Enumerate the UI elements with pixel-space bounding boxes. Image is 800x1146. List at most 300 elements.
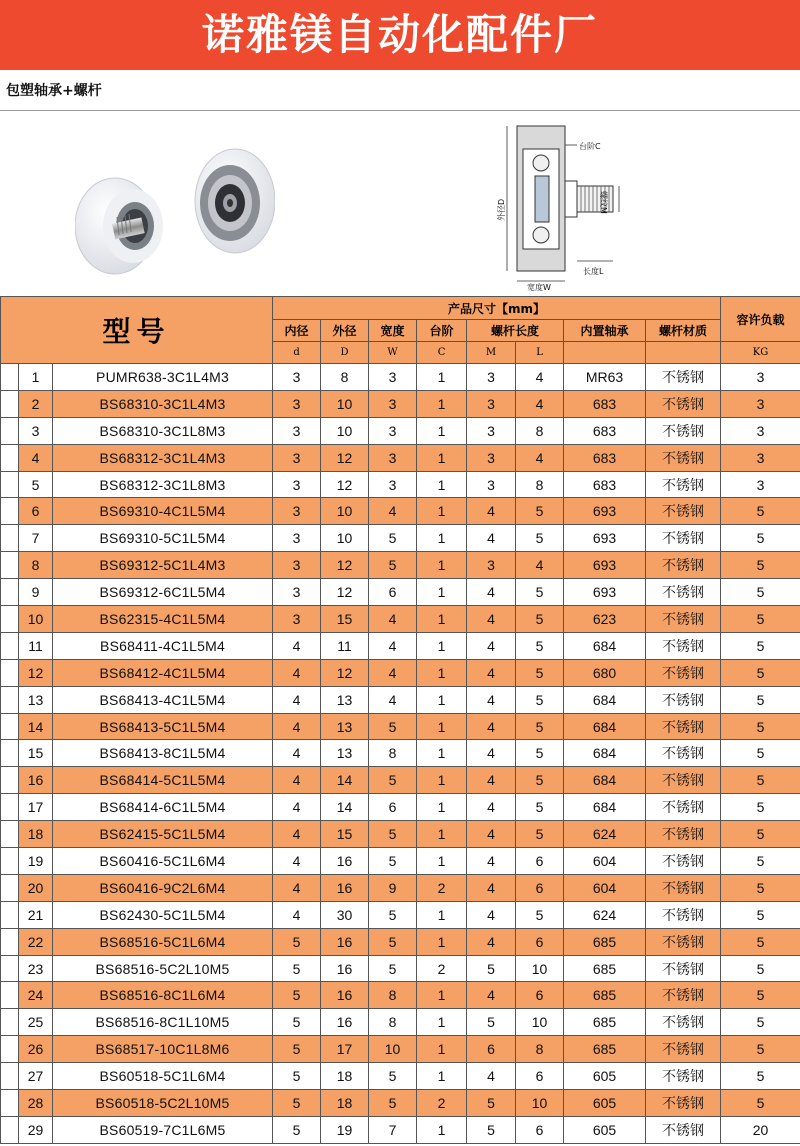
load-cell: 5 bbox=[721, 713, 800, 740]
row-gutter bbox=[1, 767, 19, 794]
table-row bbox=[1, 767, 800, 794]
width-cell: 4 bbox=[369, 632, 417, 659]
model-cell: BS68312-3C1L8M3 bbox=[53, 471, 273, 498]
material-cell: 不锈钢 bbox=[646, 659, 721, 686]
material-cell: 不锈钢 bbox=[646, 982, 721, 1009]
step-cell: 2 bbox=[417, 1090, 467, 1117]
model-cell: BS68516-8C1L10M5 bbox=[53, 1009, 273, 1036]
table-row bbox=[1, 390, 800, 417]
row-gutter bbox=[1, 1090, 19, 1117]
width-cell: 4 bbox=[369, 498, 417, 525]
table-row bbox=[1, 713, 800, 740]
load-cell: 5 bbox=[721, 982, 800, 1009]
step-cell: 1 bbox=[417, 390, 467, 417]
col-step: 台阶 bbox=[417, 320, 467, 342]
model-cell: BS68517-10C1L8M6 bbox=[53, 1036, 273, 1063]
step-cell: 1 bbox=[417, 417, 467, 444]
length-cell: 6 bbox=[516, 848, 564, 875]
thread-cell: 4 bbox=[467, 686, 516, 713]
table-row bbox=[1, 444, 800, 471]
width-cell: 5 bbox=[369, 901, 417, 928]
outer-diameter-cell: 11 bbox=[321, 632, 369, 659]
load-cell: 5 bbox=[721, 498, 800, 525]
row-index: 19 bbox=[19, 848, 53, 875]
thread-cell: 5 bbox=[467, 1090, 516, 1117]
length-cell: 10 bbox=[516, 1009, 564, 1036]
step-cell: 2 bbox=[417, 955, 467, 982]
inner-diameter-cell: 4 bbox=[273, 659, 321, 686]
outer-diameter-cell: 12 bbox=[321, 471, 369, 498]
row-index: 29 bbox=[19, 1116, 53, 1143]
bearing-cell: 683 bbox=[564, 471, 646, 498]
row-gutter bbox=[1, 740, 19, 767]
length-cell: 4 bbox=[516, 364, 564, 391]
load-cell: 5 bbox=[721, 794, 800, 821]
step-cell: 1 bbox=[417, 982, 467, 1009]
outer-diameter-cell: 13 bbox=[321, 686, 369, 713]
step-cell: 1 bbox=[417, 848, 467, 875]
row-gutter bbox=[1, 390, 19, 417]
model-cell: BS62430-5C1L5M4 bbox=[53, 901, 273, 928]
length-cell: 5 bbox=[516, 525, 564, 552]
material-cell: 不锈钢 bbox=[646, 632, 721, 659]
table-row bbox=[1, 525, 800, 552]
length-cell: 5 bbox=[516, 740, 564, 767]
step-cell: 1 bbox=[417, 632, 467, 659]
bearing-cell: 685 bbox=[564, 928, 646, 955]
col-inner-bearing: 内置轴承 bbox=[564, 320, 646, 342]
inner-diameter-cell: 3 bbox=[273, 444, 321, 471]
bearing-cell: 693 bbox=[564, 498, 646, 525]
length-cell: 8 bbox=[516, 417, 564, 444]
width-cell: 7 bbox=[369, 1116, 417, 1143]
row-index: 5 bbox=[19, 471, 53, 498]
bearing-cell: 684 bbox=[564, 794, 646, 821]
load-cell: 20 bbox=[721, 1116, 800, 1143]
load-cell: 5 bbox=[721, 606, 800, 633]
table-row bbox=[1, 686, 800, 713]
load-cell: 5 bbox=[721, 525, 800, 552]
material-cell: 不锈钢 bbox=[646, 1009, 721, 1036]
thread-cell: 5 bbox=[467, 955, 516, 982]
thread-cell: 4 bbox=[467, 794, 516, 821]
row-index: 15 bbox=[19, 740, 53, 767]
inner-diameter-cell: 3 bbox=[273, 552, 321, 579]
load-unit: KG bbox=[721, 342, 800, 364]
thread-cell: 4 bbox=[467, 821, 516, 848]
width-cell: 5 bbox=[369, 713, 417, 740]
thread-cell: 4 bbox=[467, 498, 516, 525]
bearing-cell: 684 bbox=[564, 713, 646, 740]
inner-diameter-cell: 5 bbox=[273, 1036, 321, 1063]
inner-diameter-cell: 5 bbox=[273, 1116, 321, 1143]
step-cell: 1 bbox=[417, 498, 467, 525]
row-gutter bbox=[1, 1009, 19, 1036]
row-index: 8 bbox=[19, 552, 53, 579]
table-row bbox=[1, 955, 800, 982]
model-cell: BS68516-5C2L10M5 bbox=[53, 955, 273, 982]
table-row bbox=[1, 1090, 800, 1117]
width-cell: 4 bbox=[369, 606, 417, 633]
material-cell: 不锈钢 bbox=[646, 364, 721, 391]
row-index: 24 bbox=[19, 982, 53, 1009]
row-index: 13 bbox=[19, 686, 53, 713]
material-cell: 不锈钢 bbox=[646, 471, 721, 498]
inner-diameter-cell: 4 bbox=[273, 901, 321, 928]
row-gutter bbox=[1, 686, 19, 713]
model-cell: BS68412-4C1L5M4 bbox=[53, 659, 273, 686]
load-cell: 5 bbox=[721, 579, 800, 606]
product-subheading: 包塑轴承+螺杆 bbox=[0, 70, 800, 111]
model-cell: BS68310-3C1L8M3 bbox=[53, 417, 273, 444]
table-row bbox=[1, 364, 800, 391]
width-cell: 5 bbox=[369, 821, 417, 848]
bearing-cell: 604 bbox=[564, 848, 646, 875]
inner-diameter-cell: 3 bbox=[273, 498, 321, 525]
sym-L: L bbox=[516, 342, 564, 364]
table-row bbox=[1, 659, 800, 686]
thread-cell: 5 bbox=[467, 1116, 516, 1143]
length-cell: 10 bbox=[516, 955, 564, 982]
model-cell: BS68413-5C1L5M4 bbox=[53, 713, 273, 740]
width-cell: 4 bbox=[369, 686, 417, 713]
row-gutter bbox=[1, 525, 19, 552]
model-cell: BS68414-5C1L5M4 bbox=[53, 767, 273, 794]
outer-diameter-cell: 19 bbox=[321, 1116, 369, 1143]
outer-diameter-cell: 16 bbox=[321, 928, 369, 955]
inner-diameter-cell: 4 bbox=[273, 740, 321, 767]
inner-diameter-cell: 4 bbox=[273, 874, 321, 901]
material-cell: 不锈钢 bbox=[646, 848, 721, 875]
outer-diameter-cell: 10 bbox=[321, 417, 369, 444]
model-cell: BS68312-3C1L4M3 bbox=[53, 444, 273, 471]
material-cell: 不锈钢 bbox=[646, 444, 721, 471]
thread-cell: 3 bbox=[467, 471, 516, 498]
row-gutter bbox=[1, 848, 19, 875]
inner-diameter-cell: 5 bbox=[273, 928, 321, 955]
length-cell: 8 bbox=[516, 1036, 564, 1063]
load-cell: 5 bbox=[721, 632, 800, 659]
row-index: 23 bbox=[19, 955, 53, 982]
sym-D: D bbox=[321, 342, 369, 364]
row-gutter bbox=[1, 955, 19, 982]
row-gutter bbox=[1, 982, 19, 1009]
bearing-cell: 684 bbox=[564, 632, 646, 659]
length-cell: 5 bbox=[516, 794, 564, 821]
load-cell: 5 bbox=[721, 955, 800, 982]
row-index: 9 bbox=[19, 579, 53, 606]
bearing-cell: 684 bbox=[564, 686, 646, 713]
thread-cell: 3 bbox=[467, 444, 516, 471]
model-cell: BS60519-7C1L6M5 bbox=[53, 1116, 273, 1143]
model-cell: BS68516-8C1L6M4 bbox=[53, 982, 273, 1009]
bearing-cell: 683 bbox=[564, 390, 646, 417]
table-row bbox=[1, 579, 800, 606]
bearing-cell: 685 bbox=[564, 1036, 646, 1063]
inner-diameter-cell: 5 bbox=[273, 1063, 321, 1090]
row-index: 4 bbox=[19, 444, 53, 471]
material-cell: 不锈钢 bbox=[646, 525, 721, 552]
model-cell: BS60518-5C1L6M4 bbox=[53, 1063, 273, 1090]
step-cell: 1 bbox=[417, 579, 467, 606]
length-cell: 5 bbox=[516, 901, 564, 928]
label-length: 长度L bbox=[583, 267, 604, 276]
material-cell: 不锈钢 bbox=[646, 552, 721, 579]
model-cell: BS69310-5C1L5M4 bbox=[53, 525, 273, 552]
row-gutter bbox=[1, 364, 19, 391]
bearing-cell: 693 bbox=[564, 552, 646, 579]
bearing-cell: 683 bbox=[564, 444, 646, 471]
sym-W: W bbox=[369, 342, 417, 364]
length-cell: 4 bbox=[516, 552, 564, 579]
label-width: 宽度W bbox=[527, 283, 551, 291]
outer-diameter-cell: 16 bbox=[321, 982, 369, 1009]
dimension-diagram bbox=[495, 121, 645, 291]
material-cell: 不锈钢 bbox=[646, 955, 721, 982]
inner-diameter-cell: 3 bbox=[273, 417, 321, 444]
length-cell: 5 bbox=[516, 767, 564, 794]
inner-diameter-cell: 4 bbox=[273, 686, 321, 713]
thread-cell: 4 bbox=[467, 874, 516, 901]
table-row bbox=[1, 1009, 800, 1036]
inner-diameter-cell: 3 bbox=[273, 364, 321, 391]
sym-material bbox=[646, 342, 721, 364]
row-gutter bbox=[1, 444, 19, 471]
row-gutter bbox=[1, 1036, 19, 1063]
row-index: 28 bbox=[19, 1090, 53, 1117]
product-spec-table bbox=[0, 296, 800, 1144]
row-gutter bbox=[1, 901, 19, 928]
width-cell: 8 bbox=[369, 1009, 417, 1036]
row-index: 2 bbox=[19, 390, 53, 417]
table-row bbox=[1, 928, 800, 955]
row-index: 25 bbox=[19, 1009, 53, 1036]
length-cell: 5 bbox=[516, 713, 564, 740]
load-cell: 5 bbox=[721, 686, 800, 713]
model-header: 型号 bbox=[1, 297, 273, 364]
bearing-cell: 685 bbox=[564, 982, 646, 1009]
table-row bbox=[1, 417, 800, 444]
width-cell: 5 bbox=[369, 848, 417, 875]
row-gutter bbox=[1, 659, 19, 686]
outer-diameter-cell: 16 bbox=[321, 874, 369, 901]
width-cell: 3 bbox=[369, 364, 417, 391]
load-cell: 5 bbox=[721, 1009, 800, 1036]
load-header: 容许负载 bbox=[721, 297, 800, 342]
load-cell: 5 bbox=[721, 901, 800, 928]
thread-cell: 6 bbox=[467, 1036, 516, 1063]
bearing-cell: 605 bbox=[564, 1116, 646, 1143]
bearing-cell: 693 bbox=[564, 579, 646, 606]
material-cell: 不锈钢 bbox=[646, 1116, 721, 1143]
thread-cell: 4 bbox=[467, 713, 516, 740]
outer-diameter-cell: 12 bbox=[321, 579, 369, 606]
step-cell: 2 bbox=[417, 874, 467, 901]
table-row bbox=[1, 874, 800, 901]
step-cell: 1 bbox=[417, 928, 467, 955]
outer-diameter-cell: 8 bbox=[321, 364, 369, 391]
bearing-cell: 604 bbox=[564, 874, 646, 901]
thread-cell: 4 bbox=[467, 928, 516, 955]
material-cell: 不锈钢 bbox=[646, 767, 721, 794]
outer-diameter-cell: 13 bbox=[321, 713, 369, 740]
outer-diameter-cell: 16 bbox=[321, 955, 369, 982]
outer-diameter-cell: 18 bbox=[321, 1063, 369, 1090]
step-cell: 1 bbox=[417, 552, 467, 579]
material-cell: 不锈钢 bbox=[646, 417, 721, 444]
table-row bbox=[1, 498, 800, 525]
length-cell: 5 bbox=[516, 632, 564, 659]
load-cell: 5 bbox=[721, 928, 800, 955]
material-cell: 不锈钢 bbox=[646, 874, 721, 901]
width-cell: 6 bbox=[369, 794, 417, 821]
width-cell: 5 bbox=[369, 525, 417, 552]
material-cell: 不锈钢 bbox=[646, 901, 721, 928]
sym-bearing bbox=[564, 342, 646, 364]
row-gutter bbox=[1, 1116, 19, 1143]
outer-diameter-cell: 15 bbox=[321, 821, 369, 848]
row-gutter bbox=[1, 632, 19, 659]
row-gutter bbox=[1, 928, 19, 955]
material-cell: 不锈钢 bbox=[646, 794, 721, 821]
inner-diameter-cell: 4 bbox=[273, 821, 321, 848]
load-cell: 5 bbox=[721, 1090, 800, 1117]
model-cell: BS69312-5C1L4M3 bbox=[53, 552, 273, 579]
product-images bbox=[0, 111, 800, 298]
load-cell: 5 bbox=[721, 1063, 800, 1090]
width-cell: 5 bbox=[369, 928, 417, 955]
row-index: 11 bbox=[19, 632, 53, 659]
step-cell: 1 bbox=[417, 364, 467, 391]
length-cell: 5 bbox=[516, 606, 564, 633]
step-cell: 1 bbox=[417, 767, 467, 794]
outer-diameter-cell: 10 bbox=[321, 525, 369, 552]
material-cell: 不锈钢 bbox=[646, 821, 721, 848]
table-row bbox=[1, 1116, 800, 1143]
table-row bbox=[1, 552, 800, 579]
inner-diameter-cell: 5 bbox=[273, 982, 321, 1009]
model-cell: BS62415-5C1L5M4 bbox=[53, 821, 273, 848]
inner-diameter-cell: 3 bbox=[273, 390, 321, 417]
inner-diameter-cell: 4 bbox=[273, 848, 321, 875]
width-cell: 5 bbox=[369, 1063, 417, 1090]
load-cell: 3 bbox=[721, 364, 800, 391]
outer-diameter-cell: 12 bbox=[321, 444, 369, 471]
bearing-cell: 685 bbox=[564, 1009, 646, 1036]
inner-diameter-cell: 4 bbox=[273, 794, 321, 821]
model-cell: BS69310-4C1L5M4 bbox=[53, 498, 273, 525]
model-cell: BS68310-3C1L4M3 bbox=[53, 390, 273, 417]
material-cell: 不锈钢 bbox=[646, 498, 721, 525]
sym-d: d bbox=[273, 342, 321, 364]
step-cell: 1 bbox=[417, 740, 467, 767]
material-cell: 不锈钢 bbox=[646, 713, 721, 740]
table-row bbox=[1, 794, 800, 821]
length-cell: 5 bbox=[516, 659, 564, 686]
row-index: 1 bbox=[19, 364, 53, 391]
width-cell: 4 bbox=[369, 659, 417, 686]
model-cell: BS60518-5C2L10M5 bbox=[53, 1090, 273, 1117]
load-cell: 3 bbox=[721, 390, 800, 417]
width-cell: 3 bbox=[369, 471, 417, 498]
thread-cell: 4 bbox=[467, 659, 516, 686]
bearing-cell: 684 bbox=[564, 740, 646, 767]
outer-diameter-cell: 16 bbox=[321, 848, 369, 875]
page-banner: 诺雅镁自动化配件厂 bbox=[0, 0, 800, 70]
inner-diameter-cell: 3 bbox=[273, 606, 321, 633]
material-cell: 不锈钢 bbox=[646, 579, 721, 606]
thread-cell: 4 bbox=[467, 982, 516, 1009]
material-cell: 不锈钢 bbox=[646, 390, 721, 417]
row-gutter bbox=[1, 821, 19, 848]
col-screw-length: 螺杆长度 bbox=[467, 320, 564, 342]
row-index: 27 bbox=[19, 1063, 53, 1090]
row-index: 16 bbox=[19, 767, 53, 794]
row-gutter bbox=[1, 552, 19, 579]
inner-diameter-cell: 4 bbox=[273, 632, 321, 659]
inner-diameter-cell: 5 bbox=[273, 955, 321, 982]
dimension-group-header: 产品尺寸【mm】 bbox=[273, 297, 721, 320]
width-cell: 5 bbox=[369, 767, 417, 794]
table-row bbox=[1, 982, 800, 1009]
col-screw-material: 螺杆材质 bbox=[646, 320, 721, 342]
row-index: 20 bbox=[19, 874, 53, 901]
outer-diameter-cell: 12 bbox=[321, 552, 369, 579]
label-step: 台阶C bbox=[579, 142, 601, 151]
table-row bbox=[1, 901, 800, 928]
step-cell: 1 bbox=[417, 901, 467, 928]
load-cell: 5 bbox=[721, 659, 800, 686]
thread-cell: 4 bbox=[467, 848, 516, 875]
step-cell: 1 bbox=[417, 444, 467, 471]
step-cell: 1 bbox=[417, 525, 467, 552]
width-cell: 3 bbox=[369, 390, 417, 417]
length-cell: 5 bbox=[516, 821, 564, 848]
row-index: 7 bbox=[19, 525, 53, 552]
col-inner-diameter: 内径 bbox=[273, 320, 321, 342]
col-width: 宽度 bbox=[369, 320, 417, 342]
label-thread: 螺纹M bbox=[599, 191, 608, 214]
width-cell: 9 bbox=[369, 874, 417, 901]
length-cell: 5 bbox=[516, 498, 564, 525]
bearing-cell: 624 bbox=[564, 901, 646, 928]
model-cell: PUMR638-3C1L4M3 bbox=[53, 364, 273, 391]
bearing-cell: 693 bbox=[564, 525, 646, 552]
bearing-cell: 605 bbox=[564, 1063, 646, 1090]
row-gutter bbox=[1, 417, 19, 444]
inner-diameter-cell: 3 bbox=[273, 579, 321, 606]
inner-diameter-cell: 4 bbox=[273, 713, 321, 740]
outer-diameter-cell: 14 bbox=[321, 794, 369, 821]
row-gutter bbox=[1, 874, 19, 901]
row-gutter bbox=[1, 471, 19, 498]
bearing-cell: MR63 bbox=[564, 364, 646, 391]
table-row bbox=[1, 606, 800, 633]
load-cell: 5 bbox=[721, 874, 800, 901]
thread-cell: 4 bbox=[467, 767, 516, 794]
outer-diameter-cell: 14 bbox=[321, 767, 369, 794]
outer-diameter-cell: 18 bbox=[321, 1090, 369, 1117]
load-cell: 3 bbox=[721, 444, 800, 471]
label-outer-diameter: 外径D bbox=[497, 198, 506, 221]
model-cell: BS60416-9C2L6M4 bbox=[53, 874, 273, 901]
step-cell: 1 bbox=[417, 1009, 467, 1036]
inner-diameter-cell: 3 bbox=[273, 471, 321, 498]
outer-diameter-cell: 30 bbox=[321, 901, 369, 928]
width-cell: 6 bbox=[369, 579, 417, 606]
load-cell: 5 bbox=[721, 821, 800, 848]
inner-diameter-cell: 5 bbox=[273, 1090, 321, 1117]
